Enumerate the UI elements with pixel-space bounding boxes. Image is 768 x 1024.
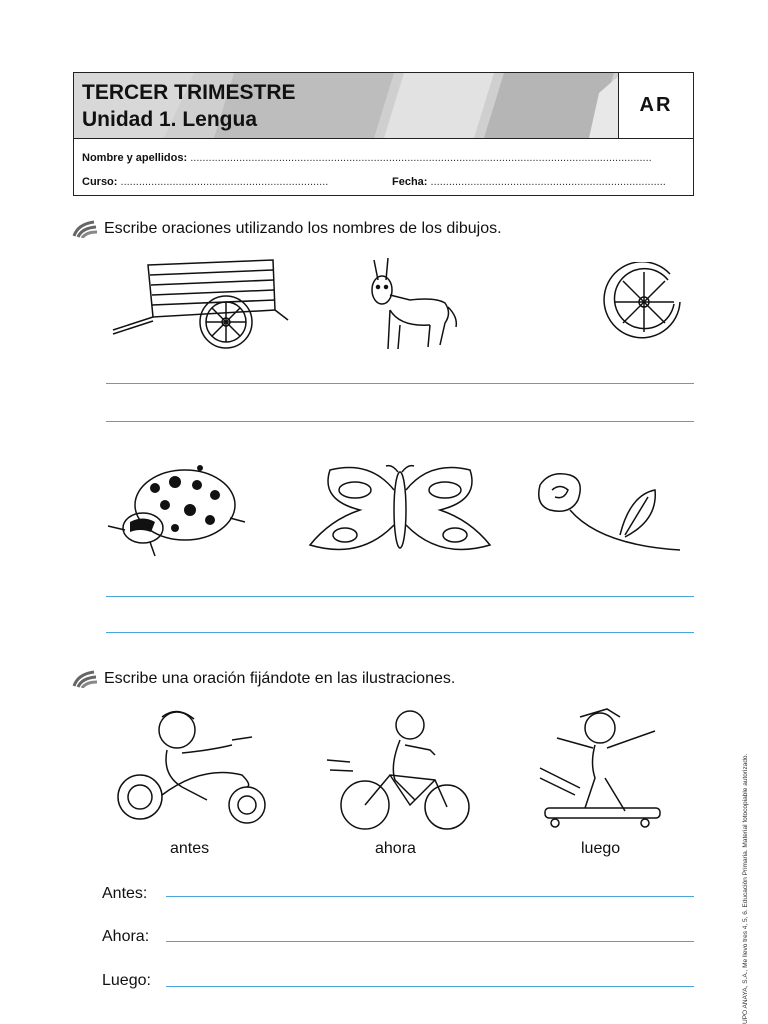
caption-ahora: ahora [375, 840, 416, 857]
exercise1-text: Escribe oraciones utilizando los nombres de los dibujos. [104, 220, 502, 237]
header-title [82, 79, 296, 133]
donkey-icon [360, 255, 465, 355]
name-field[interactable] [82, 152, 652, 164]
child-on-skateboard-icon [535, 703, 675, 848]
answer-line[interactable] [106, 383, 694, 384]
date-label: Fecha: [392, 176, 428, 188]
answer-line-luego[interactable] [166, 986, 694, 987]
copyright-note: UPO ANAYA, S.A., Me llevo tres 4, 5, 6. Educación Primaria. Material fotocopiable autorizado. [742, 753, 749, 1024]
exercise2-instruction [72, 670, 455, 688]
exercise1-instruction [72, 220, 502, 238]
exercise-bullet-icon [72, 220, 98, 238]
cart-icon [108, 255, 293, 355]
title-term: TERCER TRIMESTRE [82, 81, 296, 104]
butterfly-icon [300, 460, 495, 560]
answer-label-antes: Antes: [102, 885, 148, 902]
caption-luego: luego [581, 840, 621, 857]
name-dots[interactable]: ....................................................................................................................................................... [190, 152, 652, 164]
course-label: Curso: [82, 176, 118, 188]
ladybug-icon [105, 460, 250, 560]
exercise2-text: Escribe una oración fijándote en las ilustraciones. [104, 670, 456, 687]
answer-label-luego: Luego: [102, 972, 151, 989]
date-field[interactable] [392, 176, 666, 188]
worksheet-header [73, 72, 694, 196]
exercise-bullet-icon [72, 670, 98, 688]
header-band [74, 73, 693, 139]
answer-line[interactable] [106, 421, 694, 422]
level-code: AR [618, 73, 693, 138]
course-dots[interactable]: .................................................................... [120, 176, 329, 188]
answer-line-antes[interactable] [166, 896, 694, 897]
answer-line-ahora[interactable] [166, 941, 694, 942]
answer-line[interactable] [106, 632, 694, 633]
child-on-tricycle-icon [112, 705, 272, 830]
answer-line[interactable] [106, 596, 694, 597]
child-on-bicycle-icon [325, 705, 475, 835]
caption-antes: antes [170, 840, 210, 857]
rose-icon [530, 465, 690, 560]
title-unit: Unidad 1. Lengua [82, 108, 258, 131]
date-dots[interactable]: ............................................................................. [430, 176, 666, 188]
answer-label-ahora: Ahora: [102, 928, 150, 945]
wheel-icon [600, 262, 692, 348]
name-label: Nombre y apellidos: [82, 152, 188, 164]
course-field[interactable] [82, 176, 328, 188]
